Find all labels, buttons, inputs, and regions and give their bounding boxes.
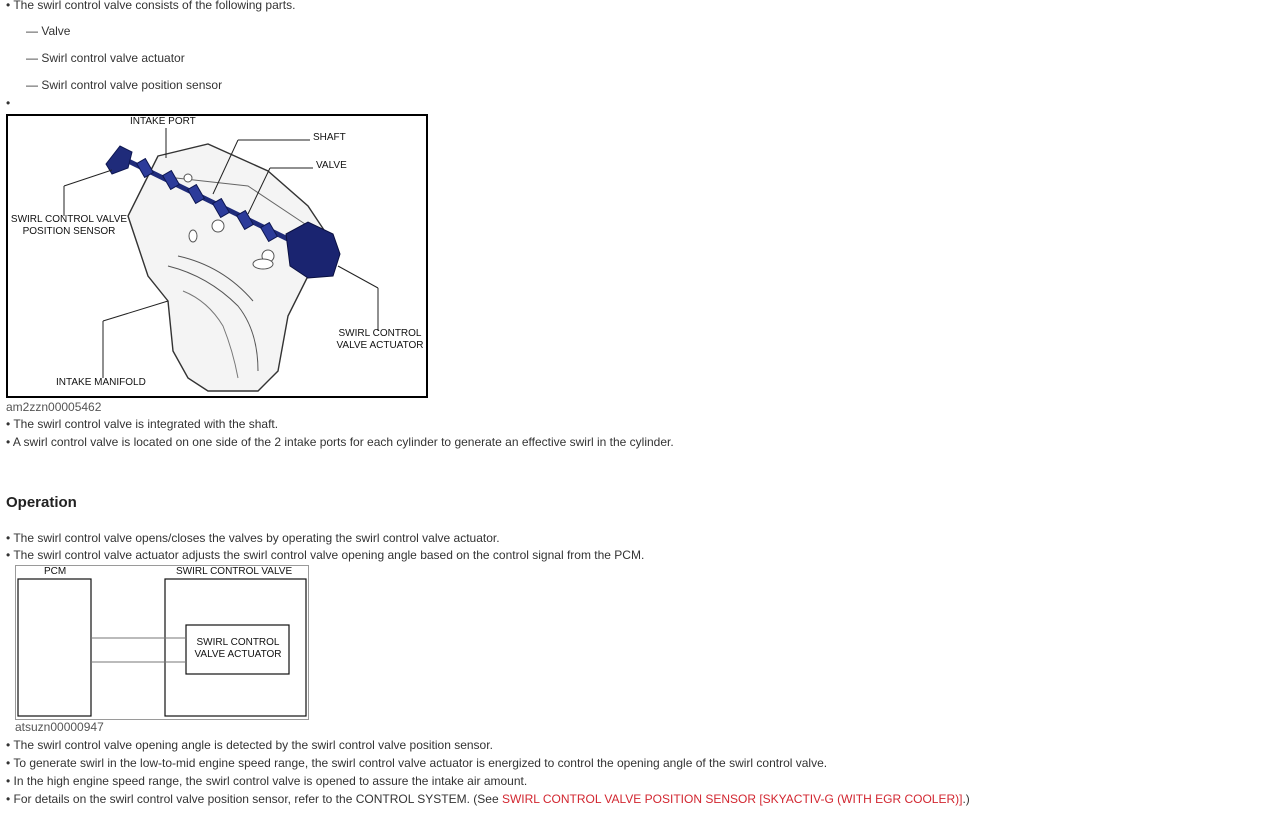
details-suffix: .) xyxy=(962,792,970,806)
operation-bullet-1: • The swirl control valve opens/closes the valves by operating the swirl control valve actuator. xyxy=(6,531,500,545)
label-actuator-line1: SWIRL CONTROL xyxy=(338,328,422,339)
figure1-caption: am2zzn00005462 xyxy=(6,400,102,414)
label-swirl-control-valve: SWIRL CONTROL VALVE xyxy=(176,566,293,577)
label-valve: VALVE xyxy=(316,160,347,171)
intro-text: • The swirl control valve consists of the following parts. xyxy=(6,0,296,12)
label-actuator-box-line1: SWIRL CONTROL xyxy=(196,637,280,648)
empty-bullet: • xyxy=(6,96,11,110)
details-prefix: • For details on the swirl control valve position sensor, refer to the CONTROL SYSTEM. (See xyxy=(6,792,502,806)
part-valve: — Valve xyxy=(26,24,71,38)
label-actuator-box-line2: VALVE ACTUATOR xyxy=(194,649,282,660)
label-pcm: PCM xyxy=(44,566,67,577)
note-angle-detected: • The swirl control valve opening angle is detected by the swirl control valve position sensor. xyxy=(6,738,493,752)
position-sensor-link[interactable]: SWIRL CONTROL VALVE POSITION SENSOR [SKYACTIV-G (WITH EGR COOLER)] xyxy=(501,792,963,806)
label-position-sensor-line1: SWIRL CONTROL VALVE xyxy=(10,214,128,225)
part-position-sensor: — Swirl control valve position sensor xyxy=(26,78,223,92)
label-actuator-line2: VALVE ACTUATOR xyxy=(336,340,424,351)
note-high-speed: • In the high engine speed range, the swirl control valve is opened to assure the intake air amount. xyxy=(6,774,528,788)
figure2-caption: atsuzn00000947 xyxy=(15,720,104,734)
label-position-sensor-line2: POSITION SENSOR xyxy=(22,226,116,237)
label-actuator-box xyxy=(188,637,288,661)
part-actuator: — Swirl control valve actuator xyxy=(26,51,185,65)
note-details xyxy=(6,792,970,806)
swirl-valve-figure xyxy=(6,114,428,398)
intake-manifold-illustration xyxy=(8,116,426,396)
label-position-sensor xyxy=(10,214,128,238)
label-intake-manifold: INTAKE MANIFOLD xyxy=(56,377,146,388)
operation-bullet-2: • The swirl control valve actuator adjusts the swirl control valve opening angle based on the control signal from the PCM. xyxy=(6,548,645,562)
label-intake-port: INTAKE PORT xyxy=(130,116,196,127)
label-actuator xyxy=(336,328,424,352)
note-low-mid-speed: • To generate swirl in the low-to-mid engine speed range, the swirl control valve actuator is energized to control the opening angle of the swirl control valve. xyxy=(6,756,828,770)
control-block-diagram xyxy=(15,565,309,720)
label-shaft: SHAFT xyxy=(313,132,346,143)
note-integrated-shaft: • The swirl control valve is integrated with the shaft. xyxy=(6,417,279,431)
note-valve-location: • A swirl control valve is located on one side of the 2 intake ports for each cylinder to generate an effective swirl in the cylinder. xyxy=(6,435,674,449)
operation-heading: Operation xyxy=(6,494,77,511)
